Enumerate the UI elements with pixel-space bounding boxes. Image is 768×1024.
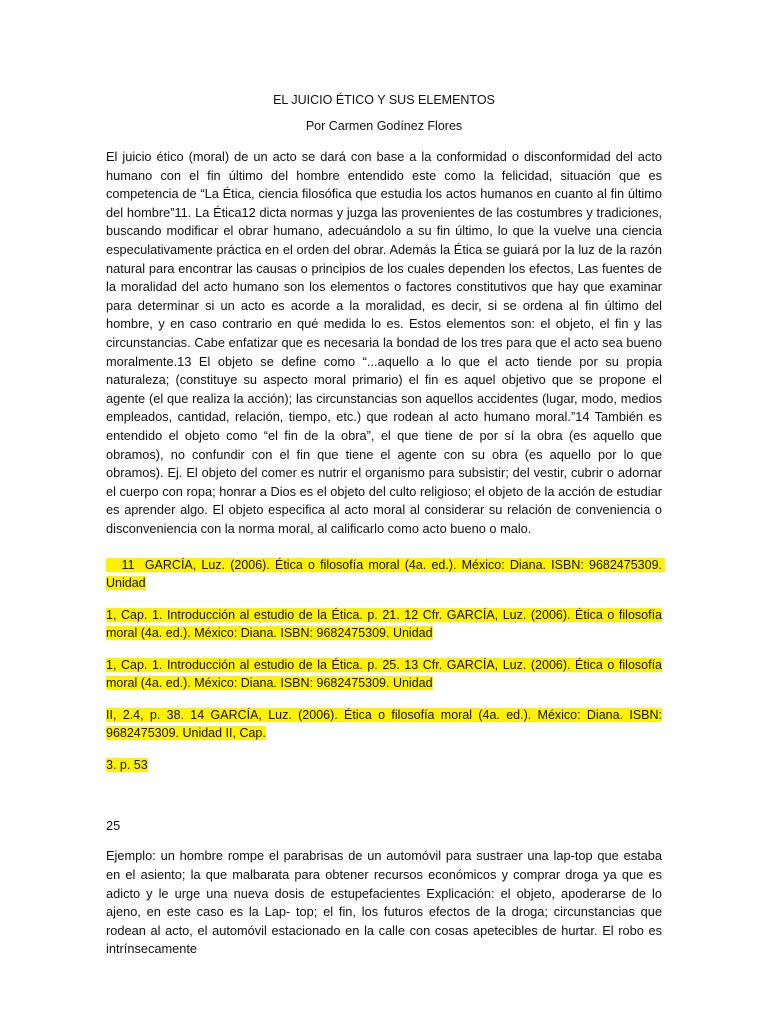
- document-author: Por Carmen Godínez Flores: [305, 119, 463, 133]
- footnote-text: II, 2.4, p. 38. 14 GARCÍA, Luz. (2006). Ética o filosofía moral (4a. ed.). México: Diana. ISBN: 9682475309. Unidad II, Cap.: [106, 708, 662, 741]
- footnote-text: 11 GARCÍA, Luz. (2006). Ética o filosofía moral (4a. ed.). México: Diana. ISBN: 9682475309. Unidad: [106, 558, 666, 591]
- footnote-text: 1, Cap. 1. Introducción al estudio de la Ética. p. 21. 12 Cfr. GARCÍA, Luz. (2006). Ética o filosofía moral (4a. ed.). México: Diana. ISBN: 9682475309. Unidad: [106, 608, 662, 641]
- footnote-line: [106, 756, 662, 774]
- footnotes: [106, 556, 666, 774]
- page-number: 25: [106, 818, 121, 834]
- footnote-line: [106, 556, 666, 592]
- footnote-text: 3. p. 53: [106, 758, 148, 773]
- body-paragraph-1: El juicio ético (moral) de un acto se dará con base a la conformidad o disconformidad del acto humano con el fin último del hombre entendido este como la felicidad, situación que es competencia de “La Ética, ciencia filosófica que estudia los actos humanos en cuanto al fin último del hombre”11. La Ética12 dicta normas y juzga las provenientes de las costumbres y tradiciones, buscando modificar el obrar humano, adecuándolo a su fin último, lo que la vuelve una ciencia especulativamente práctica en el orden del obrar. Además la Ética se guiará por la luz de la razón natural para encontrar las causas o principios de los cuales dependen los efectos, Las fuentes de la moralidad del acto humano son los elementos o factores constitutivos que hay que examinar para determinar si un acto es acorde a la moralidad, es decir, si se ordena al fin último del hombre, y en caso contrario en qué medida lo es. Estos elementos son: el objeto, el fin y las circunstancias. Cabe enfatizar que es necesaria la bondad de los tres para que el acto sea bueno moralmente.13 El objeto se define como “...aquello a lo que el acto tiende por su propia naturaleza; (constituye su aspecto moral primario) el fin es aquel objetivo que se propone el agente (el que realiza la acción); las circunstancias son aquellos accidentes (lugar, modo, medios empleados, cantidad, relación, tiempo, etc.) que rodean al acto humano moral.”14 También es entendido el objeto como “el fin de la obra”, el que tiene de por sí la obra (es aquello que obramos), no confundir con el fin que tiene el agente con su obra (es aquello por lo que obramos). Ej. El objeto del comer es nutrir el organismo para subsistir; del vestir, cubrir o adornar el cuerpo con ropa; honrar a Dios es el objeto del culto religioso; el objeto de la acción de estudiar es aprender algo. El objeto especifica al acto moral al considerar su relación de conveniencia o disconveniencia con la norma moral, al calificarlo como acto bueno o malo.: [106, 149, 662, 536]
- document-title: EL JUICIO ÉTICO Y SUS ELEMENTOS: [273, 93, 495, 107]
- footnote-line: [106, 656, 662, 692]
- footnote-line: [106, 706, 662, 742]
- footnote-text: 1, Cap. 1. Introducción al estudio de la Ética. p. 25. 13 Cfr. GARCÍA, Luz. (2006). Ética o filosofía moral (4a. ed.). México: Diana. ISBN: 9682475309. Unidad: [106, 658, 662, 691]
- footnote-line: [106, 606, 662, 642]
- document-page: [106, 92, 666, 959]
- body-paragraph-2: Ejemplo: un hombre rompe el parabrisas de un automóvil para sustraer una lap-top que estaba en el asiento; la que malbarata para obtener recursos económicos y comprar droga ya que es adicto y le urge una nueva dosis de estupefacientes Explicación: el objeto, apoderarse de lo ajeno, en este caso es la Lap- top; el fin, los futuros efectos de la droga; circunstancias que rodean al acto, el automóvil estacionado en la calle con cosas apetecibles de hurtar. El robo es intrínsecamente: [106, 848, 662, 957]
